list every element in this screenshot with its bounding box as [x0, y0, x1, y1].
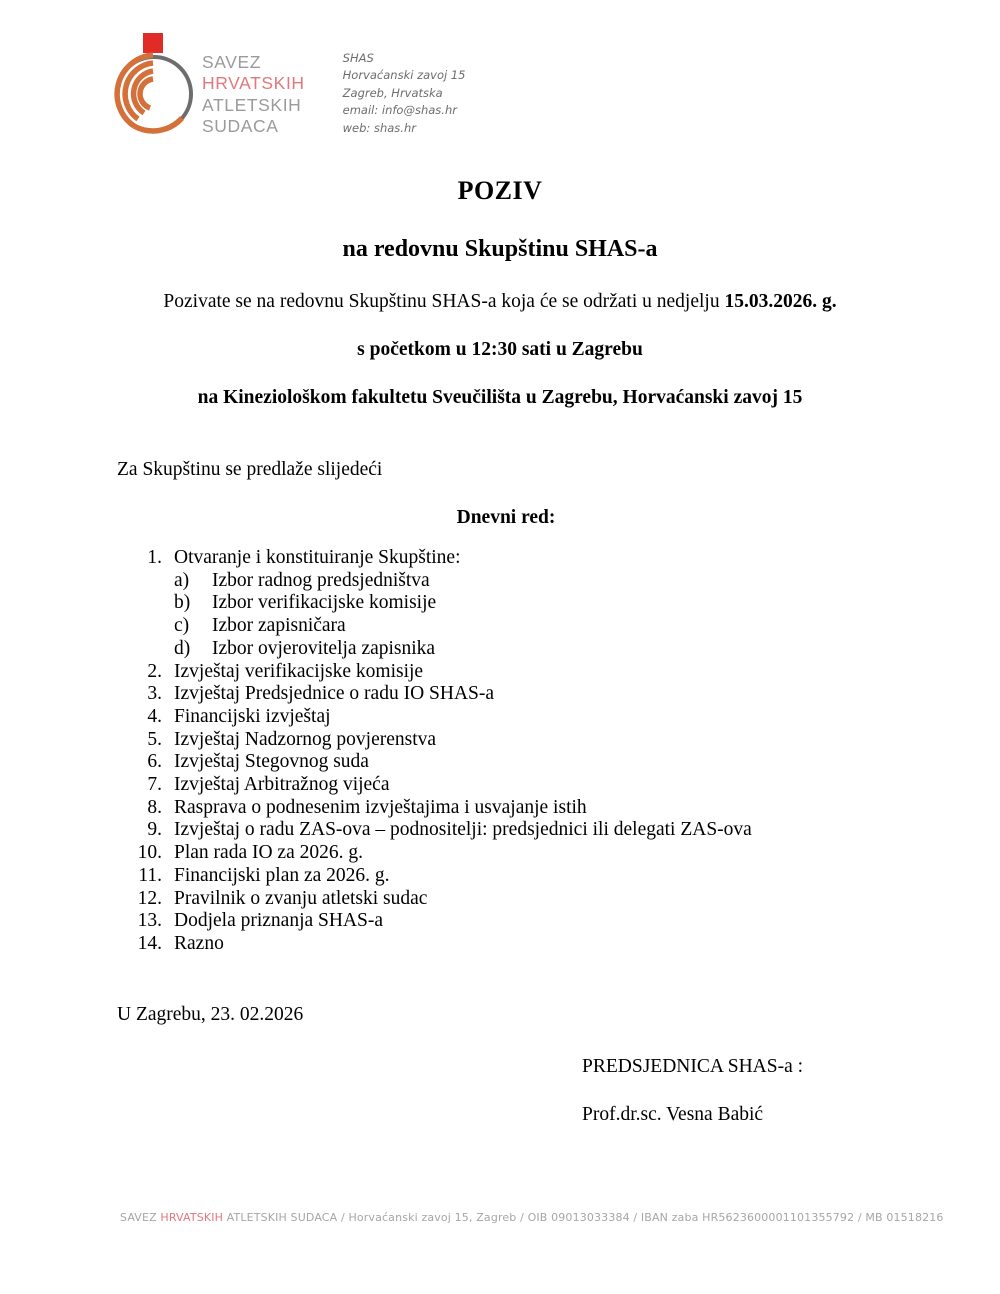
agenda-item-number: 2.: [147, 660, 162, 682]
agenda-subitem-number: d): [174, 637, 191, 659]
agenda-item-number: 12.: [137, 887, 162, 909]
letterhead: [112, 30, 466, 138]
contact-email: email: info@shas.hr: [342, 103, 457, 118]
agenda-item-number: 11.: [138, 864, 162, 886]
agenda-sublist: [174, 570, 888, 661]
agenda-item-label: Financijski plan za 2026. g.: [174, 864, 390, 886]
agenda-item-label: Izvještaj o radu ZAS-ova – podnositelji: predsjednici ili delegati ZAS-ova: [174, 819, 752, 841]
agenda-item: [112, 706, 888, 729]
footer-part-3: ATLETSKIH SUDACA / Horvaćanski zavoj 15, Zagreb / OIB 09013033384 / IBAN zaba HR5623600001101355792 / MB 01518216: [223, 1211, 944, 1224]
agenda-item-number: 1.: [147, 547, 162, 568]
agenda-item-number: 9.: [147, 819, 162, 841]
wordmark-line-1: SAVEZ: [202, 52, 262, 72]
meeting-time-line: s početkom u 12:30 sati u Zagrebu: [357, 339, 643, 360]
contact-street: Horvaćanski zavoj 15: [342, 68, 466, 83]
contact-web: web: shas.hr: [342, 120, 416, 135]
agenda-item: [112, 865, 888, 888]
agenda-item: [112, 933, 888, 956]
agenda-item-number: 13.: [137, 910, 162, 932]
agenda-item: [112, 842, 888, 865]
agenda-item: [112, 797, 888, 820]
agenda-heading: Dnevni red:: [456, 507, 556, 528]
agenda-item-label: Izvještaj verifikacijske komisije: [174, 660, 424, 682]
agenda-subitem-label: Izbor ovjerovitelja zapisnika: [212, 637, 436, 659]
footer-legal-line: [120, 1211, 944, 1224]
agenda-item: [112, 547, 888, 661]
agenda-intro: Za Skupštinu se predlaže slijedeći: [117, 459, 383, 480]
agenda-subitem-label: Izbor verifikacijske komisije: [212, 592, 437, 614]
agenda-subitem-number: c): [174, 615, 190, 637]
wordmark-line-2: HRVATSKIH: [202, 73, 305, 94]
contact-city: Zagreb, Hrvatska: [342, 85, 443, 100]
agenda-subitem-number: a): [174, 569, 190, 591]
page-subtitle: na redovnu Skupštinu SHAS-a: [342, 236, 658, 262]
agenda-item-label: Rasprava o podnesenim izvještajima i usvajanje istih: [174, 796, 587, 818]
agenda-item-label: Dodjela priznanja SHAS-a: [174, 910, 384, 932]
agenda-item-number: 14.: [137, 932, 162, 954]
contact-org: SHAS: [342, 51, 374, 65]
agenda-item: [112, 751, 888, 774]
agenda-item-number: 10.: [137, 842, 162, 864]
agenda-item: [112, 819, 888, 842]
agenda-subitem: [174, 592, 888, 615]
wordmark-line-3: ATLETSKIH: [202, 94, 302, 115]
agenda-item: [112, 661, 888, 684]
page-title: POZIV: [457, 176, 543, 205]
agenda-item-number: 8.: [147, 796, 162, 818]
agenda-item-number: 6.: [147, 751, 162, 773]
agenda-item-label: Izvještaj Arbitražnog vijeća: [174, 774, 390, 796]
agenda-subitem: [174, 638, 888, 661]
agenda-item-number: 3.: [147, 683, 162, 705]
agenda-item-label: Izvještaj Nadzornog povjerenstva: [174, 728, 437, 750]
agenda-item-label: Plan rada IO za 2026. g.: [174, 842, 363, 864]
agenda-item-label: Pravilnik o zvanju atletski sudac: [174, 887, 428, 909]
contact-block: [343, 50, 466, 137]
logo-wordmark: [202, 52, 305, 137]
lead-paragraph: [112, 291, 888, 313]
meeting-venue-line: na Kineziološkom fakultetu Sveučilišta u Zagrebu, Horvaćanski zavoj 15: [197, 387, 803, 408]
signature-block: [112, 1056, 888, 1126]
footer-part-1: SAVEZ: [120, 1211, 161, 1224]
agenda-item-label: Izvještaj Predsjednice o radu IO SHAS-a: [174, 683, 495, 705]
agenda-item: [112, 683, 888, 706]
agenda-subitem-label: Izbor zapisničara: [212, 615, 346, 637]
lead-prefix-text: Pozivate se na redovnu Skupštinu SHAS-a koja će se održati u nedjelju: [163, 291, 725, 312]
agenda-item-label: Financijski izvještaj: [174, 705, 331, 727]
agenda-item-label: Razno: [174, 932, 224, 954]
closing-place-date: U Zagrebu, 23. 02.2026: [117, 1003, 304, 1025]
agenda-item-number: 5.: [147, 728, 162, 750]
document-body: [112, 176, 888, 1126]
agenda-item: [112, 774, 888, 797]
agenda-item-number: 7.: [147, 774, 162, 796]
agenda-item: [112, 910, 888, 933]
agenda-subitem: [174, 570, 888, 593]
agenda-item-label: Izvještaj Stegovnog suda: [174, 751, 369, 773]
meeting-date: 15.03.2026. g.: [724, 291, 837, 312]
agenda-list: [112, 547, 888, 956]
agenda-subitem-label: Izbor radnog predsjedništva: [212, 569, 430, 591]
footer-part-2-highlight: HRVATSKIH: [160, 1211, 224, 1224]
signature-role: PREDSJEDNICA SHAS-a :: [582, 1055, 804, 1077]
agenda-item: [112, 729, 888, 752]
shas-circle-logo-icon: [112, 30, 196, 138]
agenda-item-number: 4.: [147, 705, 162, 727]
agenda-item: [112, 888, 888, 911]
signature-name: Prof.dr.sc. Vesna Babić: [582, 1103, 764, 1125]
agenda-item-label: Otvaranje i konstituiranje Skupštine:: [174, 547, 461, 568]
agenda-subitem-number: b): [174, 592, 191, 614]
wordmark-line-4: SUDACA: [202, 116, 279, 137]
agenda-subitem: [174, 615, 888, 638]
